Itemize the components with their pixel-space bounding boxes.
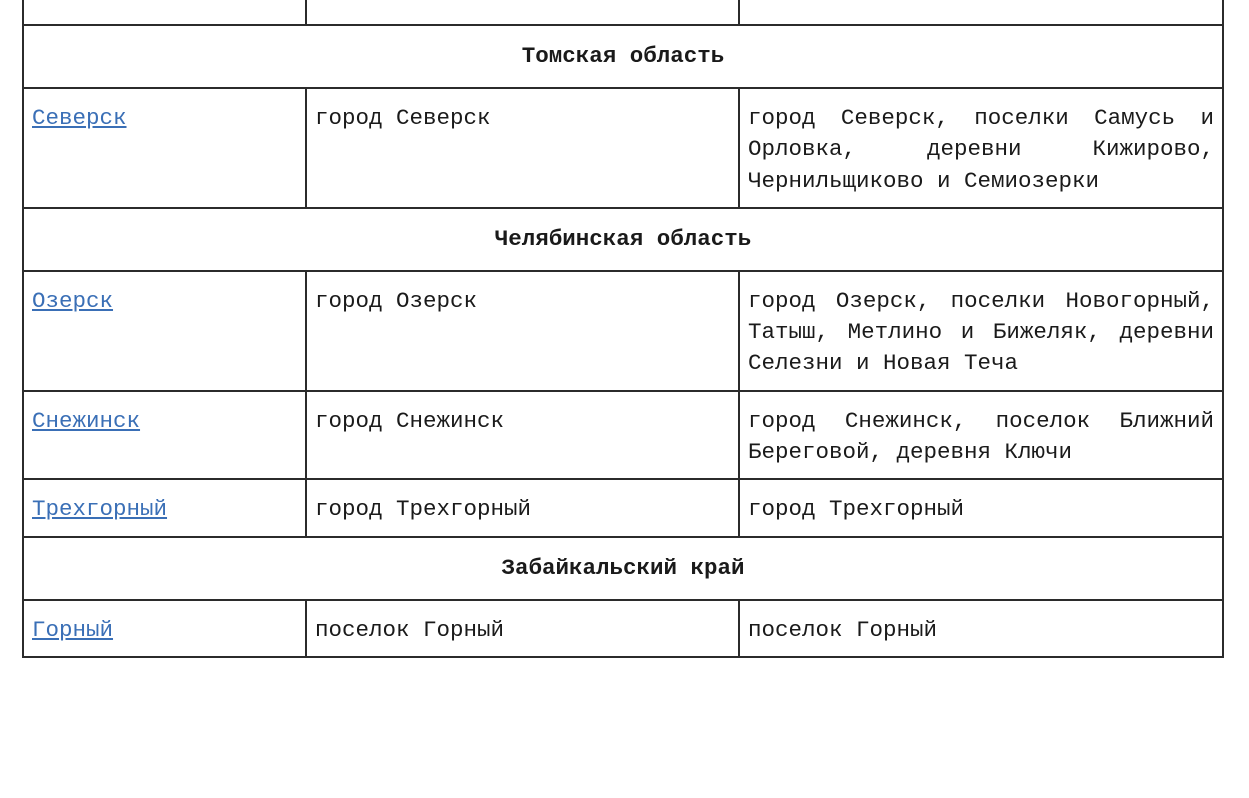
table-row xyxy=(23,600,1223,657)
entity-cell: поселок Горный xyxy=(306,600,739,657)
table-row xyxy=(23,88,1223,208)
territory-cell: город Трехгорный xyxy=(739,479,1223,536)
region-header-chelyabinsk: Челябинская область xyxy=(23,208,1223,271)
city-cell xyxy=(23,479,306,536)
city-link-trekhgorny[interactable]: Трехгорный xyxy=(32,496,168,523)
region-header-zabaikalsky: Забайкальский край xyxy=(23,537,1223,600)
city-cell xyxy=(23,600,306,657)
entity-cell: город Озерск xyxy=(306,271,739,391)
city-link-gorny[interactable]: Горный xyxy=(32,616,114,643)
territory-cell: город Северск, поселки Самусь и Орловка, деревни Кижирово, Чернильщиково и Семиозерки xyxy=(739,88,1223,208)
region-header-tomsk: Томская область xyxy=(23,25,1223,88)
territory-cell: поселок Горный xyxy=(739,600,1223,657)
table-row xyxy=(23,479,1223,536)
city-link-seversk[interactable]: Северск xyxy=(32,105,127,131)
table-top-continuation xyxy=(23,0,1223,25)
entity-cell: город Северск xyxy=(306,88,739,208)
table-row xyxy=(23,271,1223,391)
territory-cell: город Снежинск, поселок Ближний Береговой, деревня Ключи xyxy=(739,391,1223,480)
entity-cell: город Снежинск xyxy=(306,391,739,480)
region-header-row xyxy=(23,537,1223,600)
city-cell xyxy=(23,88,306,208)
city-cell xyxy=(23,271,306,391)
region-header-row xyxy=(23,208,1223,271)
region-header-row xyxy=(23,25,1223,88)
table-row xyxy=(23,391,1223,480)
entity-cell: город Трехгорный xyxy=(306,479,739,536)
city-link-ozersk[interactable]: Озерск xyxy=(32,287,114,314)
city-cell xyxy=(23,391,306,480)
territory-cell: город Озерск, поселки Новогорный, Татыш, Метлино и Бижеляк, деревни Селезни и Новая Теча xyxy=(739,271,1223,391)
city-link-snezhinsk[interactable]: Снежинск xyxy=(32,407,141,434)
zato-table xyxy=(22,0,1224,658)
